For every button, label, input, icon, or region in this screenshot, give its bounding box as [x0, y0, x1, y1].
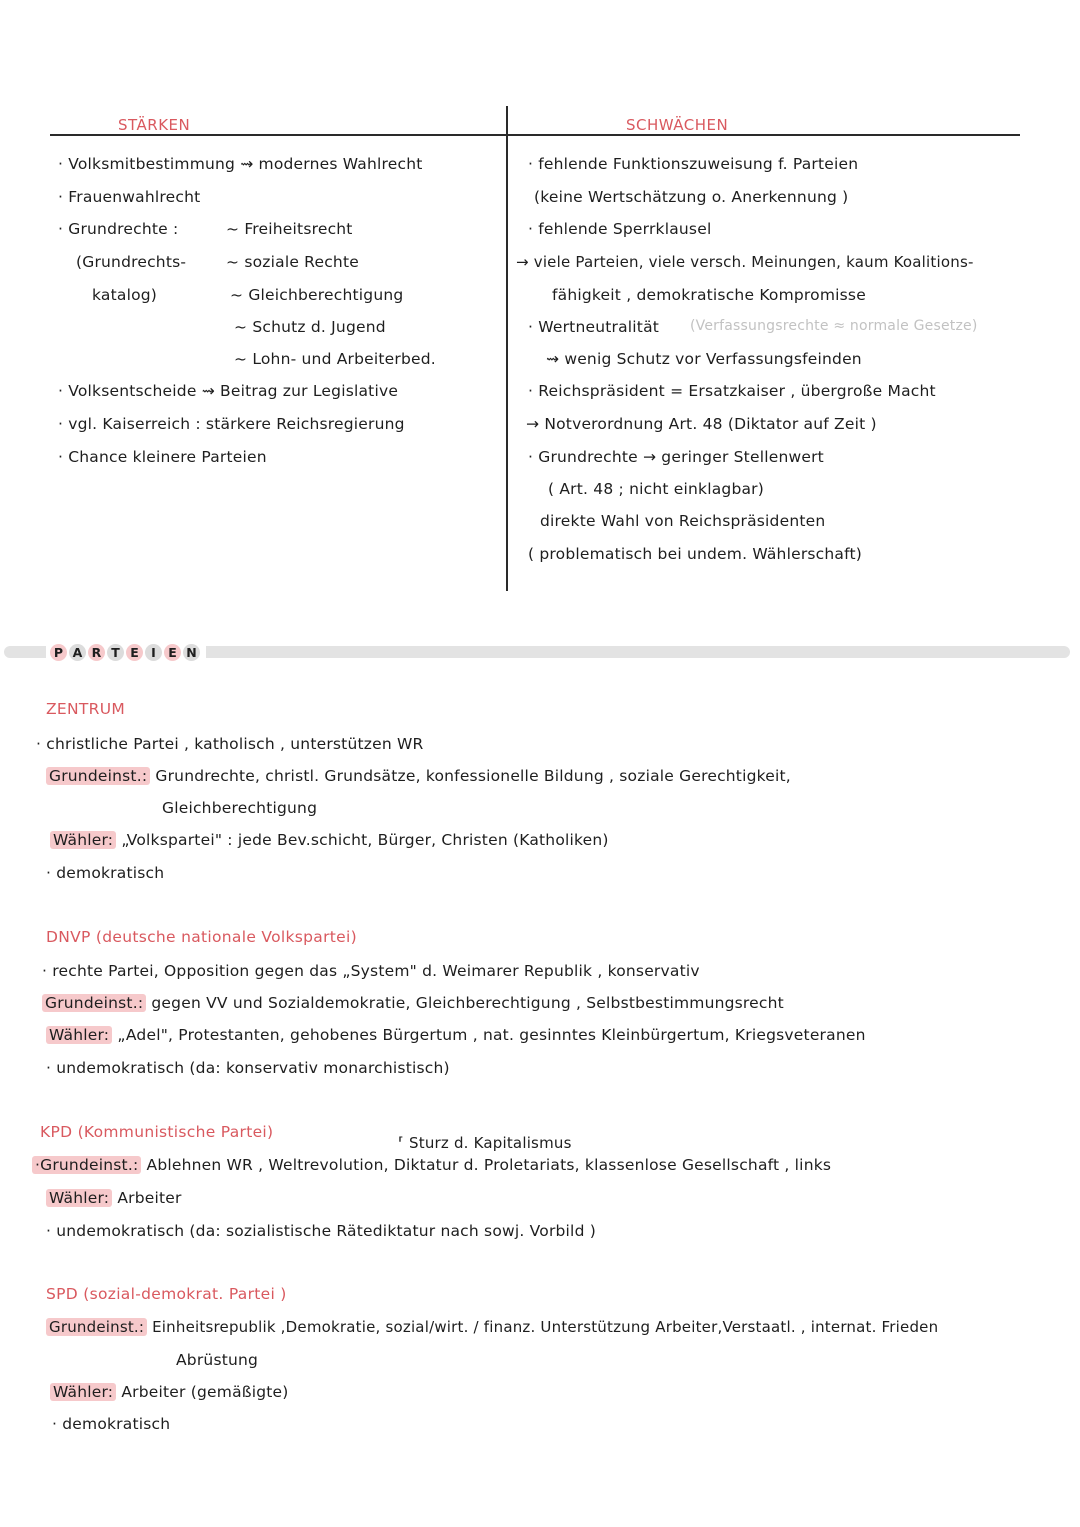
grund-label: Grundeinst.: [42, 994, 146, 1012]
party-title: SPD (sozial-demokrat. Partei ) [46, 1285, 287, 1303]
parteien-heading [46, 642, 206, 661]
strength-item: · Volksmitbestimmung ⇝ modernes Wahlrecht [58, 155, 423, 173]
party-line: · undemokratisch (da: sozialistische Rätediktatur nach sowj. Vorbild ) [46, 1222, 596, 1240]
weaknesses-header: SCHWÄCHEN [626, 116, 729, 134]
weakness-item-note: ( problematisch bei undem. Wählerschaft) [528, 545, 863, 563]
weakness-item: · Wertneutralität [528, 318, 660, 336]
grund-text: Ablehnen WR , Weltrevolution, Diktatur d. Proletariats, klassenlose Gesellschaft , links [146, 1156, 832, 1174]
strength-item: · vgl. Kaiserreich : stärkere Reichsregierung [58, 415, 405, 433]
table-divider [506, 106, 508, 591]
weakness-item-note: (keine Wertschätzung o. Anerkennung ) [534, 188, 849, 206]
weakness-item-note: direkte Wahl von Reichspräsidenten [540, 512, 826, 530]
strength-item: · Chance kleinere Parteien [58, 448, 267, 466]
heading-letter: A [69, 644, 86, 661]
party-title: ZENTRUM [46, 700, 126, 718]
party-line [32, 1156, 831, 1174]
strengths-header: STÄRKEN [118, 116, 191, 134]
waehler-text: Arbeiter (gemäßigte) [121, 1383, 289, 1401]
party-line: · undemokratisch (da: konservativ monarchistisch) [46, 1059, 450, 1077]
waehler-label: Wähler: [50, 831, 116, 849]
heading-letter: N [183, 644, 200, 661]
party-note: ⸢ Sturz d. Kapitalismus [398, 1134, 572, 1152]
heading-letter: T [107, 644, 124, 661]
strength-subitem: ~ Gleichberechtigung [230, 286, 404, 304]
heading-letter: I [145, 644, 162, 661]
strength-subitem: ~ Freiheitsrecht [226, 220, 353, 238]
party-line [46, 767, 791, 785]
grund-label: Grundeinst.: [46, 767, 150, 785]
strength-item: · Frauenwahlrecht [58, 188, 201, 206]
grund-label: ·Grundeinst.: [32, 1156, 141, 1174]
weakness-item-note: → Notverordnung Art. 48 (Diktator auf Zeit ) [526, 415, 877, 433]
heading-letter: P [50, 644, 67, 661]
weakness-item: · fehlende Sperrklausel [528, 220, 712, 238]
weakness-item-note: (Verfassungsrechte ≈ normale Gesetze) [690, 318, 978, 334]
party-line: · christliche Partei , katholisch , unterstützen WR [36, 735, 424, 753]
party-line [46, 1026, 866, 1044]
strength-subitem: ~ soziale Rechte [226, 253, 359, 271]
party-title: DNVP (deutsche nationale Volkspartei) [46, 928, 357, 946]
weakness-item: · Grundrechte → geringer Stellenwert [528, 448, 824, 466]
weakness-item-note: ⇝ wenig Schutz vor Verfassungsfeinden [546, 350, 862, 368]
grund-label: Grundeinst.: [46, 1318, 147, 1336]
weakness-item-note: ( Art. 48 ; nicht einklagbar) [548, 480, 765, 498]
party-line [46, 1318, 938, 1336]
strength-subitem: ~ Schutz d. Jugend [234, 318, 386, 336]
party-line [50, 1383, 289, 1401]
party-line [42, 994, 784, 1012]
party-line: · rechte Partei, Opposition gegen das „System" d. Weimarer Republik , konservativ [42, 962, 700, 980]
party-line: · demokratisch [52, 1415, 171, 1433]
party-line: Gleichberechtigung [162, 799, 318, 817]
party-line [50, 831, 609, 849]
strength-item: · Grundrechte : [58, 220, 179, 238]
strength-item-note: (Grundrechts- [76, 253, 187, 271]
party-line: Abrüstung [176, 1351, 259, 1369]
grund-text: Einheitsrepublik ,Demokratie, sozial/wirt. / finanz. Unterstützung Arbeiter,Verstaatl. , internat. Frieden [152, 1318, 939, 1336]
table-header-line [50, 134, 1020, 136]
waehler-label: Wähler: [46, 1026, 112, 1044]
weakness-item-note: fähigkeit , demokratische Kompromisse [552, 286, 866, 304]
heading-letter: E [126, 644, 143, 661]
waehler-text: Arbeiter [117, 1189, 182, 1207]
party-title: KPD (Kommunistische Partei) [40, 1123, 274, 1141]
waehler-text: „Volkspartei" : jede Bev.schicht, Bürger, Christen (Katholiken) [121, 831, 609, 849]
weakness-item: · Reichspräsident = Ersatzkaiser , übergroße Macht [528, 382, 936, 400]
grund-text: gegen VV und Sozialdemokratie, Gleichberechtigung , Selbstbestimmungsrecht [151, 994, 784, 1012]
waehler-label: Wähler: [46, 1189, 112, 1207]
strength-item: · Volksentscheide ⇝ Beitrag zur Legislative [58, 382, 399, 400]
heading-letter: E [164, 644, 181, 661]
weakness-item: → viele Parteien, viele versch. Meinungen, kaum Koalitions- [516, 253, 974, 271]
party-line [46, 1189, 182, 1207]
waehler-text: „Adel", Protestanten, gehobenes Bürgertum , nat. gesinntes Kleinbürgertum, Kriegsveteranen [117, 1026, 866, 1044]
party-line: · demokratisch [46, 864, 165, 882]
heading-letter: R [88, 644, 105, 661]
grund-text: Grundrechte, christl. Grundsätze, konfessionelle Bildung , soziale Gerechtigkeit, [155, 767, 791, 785]
weakness-item: · fehlende Funktionszuweisung f. Parteien [528, 155, 859, 173]
strength-item-note: katalog) [92, 286, 158, 304]
strength-subitem: ~ Lohn- und Arbeiterbed. [234, 350, 436, 368]
waehler-label: Wähler: [50, 1383, 116, 1401]
